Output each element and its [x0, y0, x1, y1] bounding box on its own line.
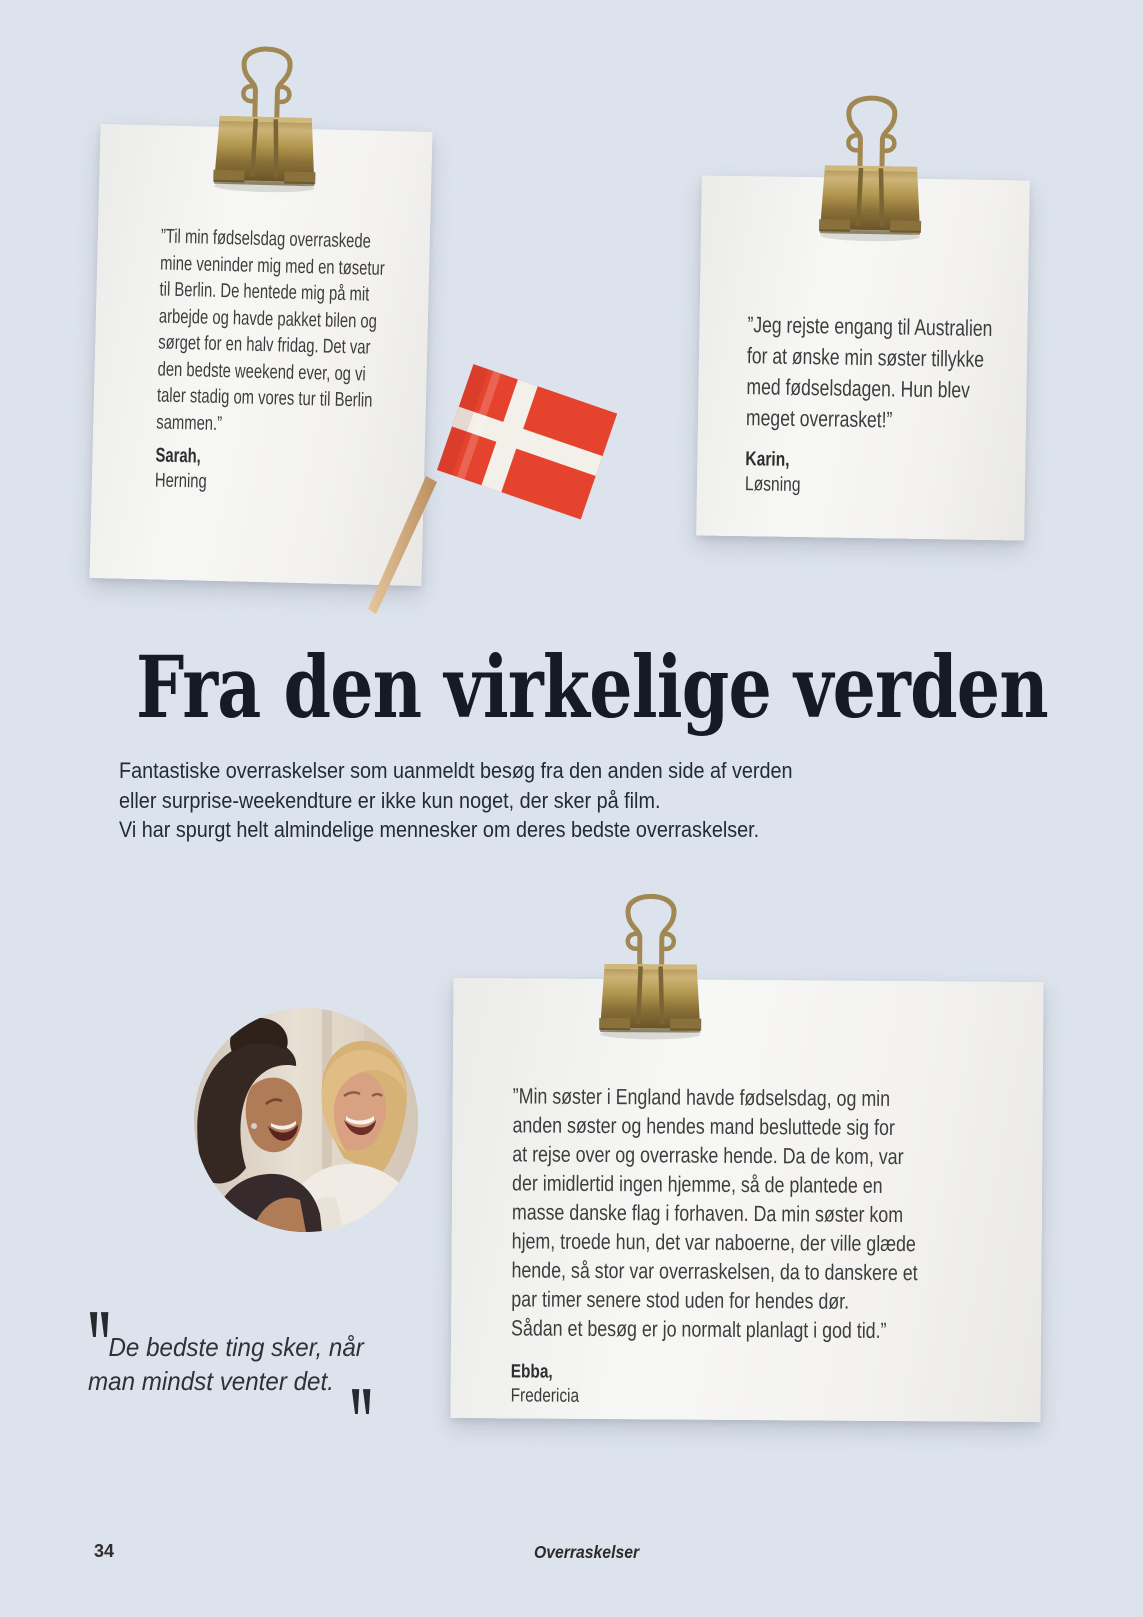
author-location: Fredericia [510, 1385, 580, 1407]
page-number: 34 [94, 1541, 115, 1561]
laughing-friends-photo [194, 1008, 418, 1232]
intro-text: Fantastiske overraskelser som uanmeldt besøg fra den anden side af verden eller surprise-weekendture er ikke kun noget, der sker på film. Vi har spurgt helt almindelige mennesker om deres bedste overraskelser. [119, 758, 793, 842]
quote-attribution [745, 447, 1073, 502]
page-title: Fra den virkelige verden [136, 638, 1048, 738]
pull-quote [88, 1310, 428, 1430]
binder-clip-icon [209, 18, 323, 196]
quote-attribution [511, 1360, 1099, 1412]
close-quote-icon [350, 1387, 374, 1417]
quote-note-ebba [450, 978, 1043, 1422]
author-location: Løsning [744, 473, 801, 497]
author-location: Herning [154, 469, 207, 493]
section-title: Overraskelser [534, 1542, 640, 1562]
pull-quote-line: man mindst venter det. [88, 1366, 334, 1396]
author-name: Ebba, [510, 1361, 553, 1383]
danish-flag-icon [310, 330, 650, 630]
binder-clip-icon [595, 866, 706, 1042]
author-name: Karin, [745, 448, 790, 471]
quote-text: ”Min søster i England havde fødselsdag, og min anden søster og hendes mand besluttede sig for at rejse over og overraske hende. Da de kom, var der imidlertid ingen hjemme, så de plantede en masse danske flag i forhaven. Da min søster kom hjem, troede hun, det var naboerne, der ville glæde hende, så stor var overraskelsen, da to danskere et par timer senere stod uden for hendes dør. Sådan et besøg er jo normalt planlagt i god tid.” [511, 1083, 918, 1343]
author-name: Sarah, [155, 444, 202, 468]
binder-clip-icon [815, 67, 928, 244]
quote-text: ”Til min fødselsdag overraskede mine veninder mig med en tøsetur til Berlin. De hentede mig på mit arbejde og havde pakket bilen og sørget for en halv fridag. Det var den bedste weekend ever, og vi taler stadig om vores tur til Berlin sammen.” [156, 225, 385, 435]
quote-text: ”Jeg rejste engang til Australien for at ønske min søster tillykke med fødselsdagen. Hun blev meget overrasket!” [745, 312, 993, 433]
pull-quote-line: De bedste ting sker, når [108, 1332, 364, 1362]
quote-note-karin [696, 175, 1030, 540]
